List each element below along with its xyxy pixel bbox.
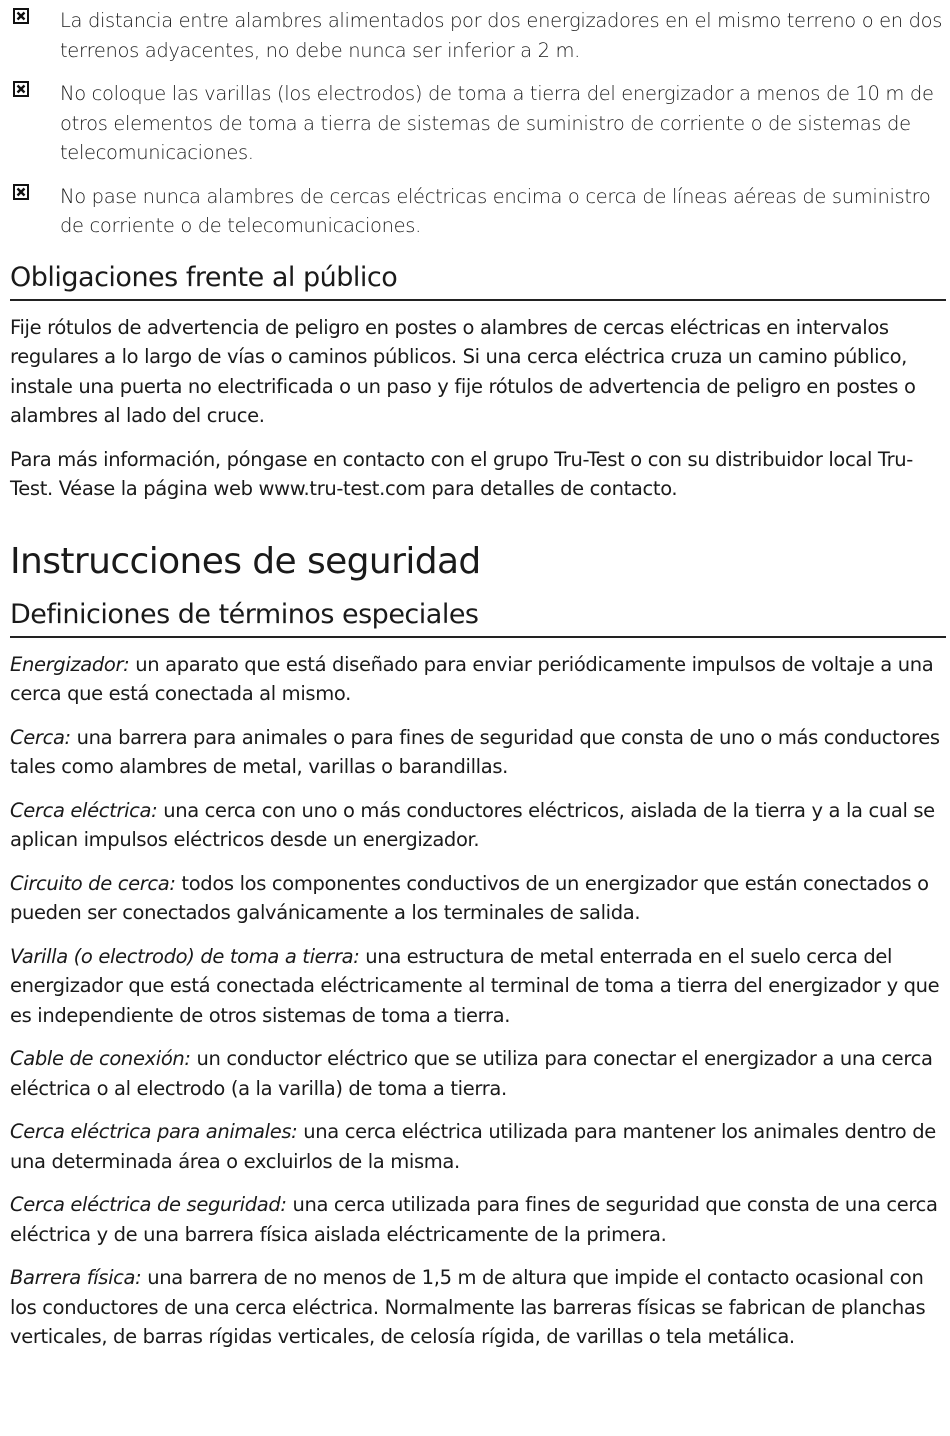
definition-item [10, 869, 946, 928]
definition-text: una barrera de no menos de 1,5 m de altura que impide el contacto ocasional con los conductores de una cerca eléctrica. Normalmente las barreras físicas se fabrican de planchas verticales, de barras rígidas verticales, de celosía rígida, de varillas o tela metálica. [10, 1266, 926, 1348]
page-title: Instrucciones de seguridad [10, 540, 481, 582]
definition-text: una cerca utilizada para fines de seguridad que consta de una cerca eléctrica y de una barrera física aislada eléctricamente de la primera. [10, 1193, 938, 1246]
definition-item [10, 1117, 946, 1176]
definition-term: Cable de conexión: [10, 1047, 191, 1070]
definition-item [10, 796, 946, 855]
definition-text: una barrera para animales o para fines de seguridad que consta de uno o más conductores tales como alambres de metal, varillas o barandillas. [10, 725, 940, 778]
definition-item [10, 650, 946, 709]
definition-item [10, 1263, 946, 1352]
definition-term: Cerca eléctrica para animales: [10, 1120, 298, 1143]
definition-item [10, 723, 946, 782]
document-page [10, 6, 946, 1366]
definition-text: una cerca con uno o más conductores eléctricos, aislada de la tierra y a la cual se aplican impulsos eléctricos desde un energizador. [10, 798, 935, 851]
checkbox-x-icon [12, 184, 30, 200]
definition-text: un aparato que está diseñado para enviar periódicamente impulsos de voltaje a una cerca que está conectada al mismo. [10, 652, 934, 705]
definition-text: un conductor eléctrico que se utiliza para conectar el energizador a una cerca eléctrica o al electrodo (a la varilla) de toma a tierra. [10, 1047, 933, 1100]
section-heading-definitions: Definiciones de términos especiales [10, 598, 946, 638]
definition-term: Barrera física: [10, 1266, 142, 1289]
definition-text: una estructura de metal enterrada en el suelo cerca del energizador que está conectada eléctricamente al terminal de toma a tierra del energizador y que es independiente de otros sistemas de toma a tierra. [10, 944, 940, 1027]
definition-term: Circuito de cerca: [10, 871, 176, 895]
bullet-item [10, 6, 946, 65]
definition-term: Cerca eléctrica de seguridad: [10, 1193, 287, 1216]
bullet-text: La distancia entre alambres alimentados por dos energizadores en el mismo terreno o en dos terrenos adyacentes, no debe nunca ser inferior a 2 m. [60, 9, 943, 62]
definition-term: Cerca: [10, 725, 71, 749]
definition-term: Energizador: [10, 652, 130, 676]
bullet-item [10, 79, 946, 168]
bullet-item [10, 182, 946, 241]
checkbox-x-icon [12, 81, 30, 97]
definition-item [10, 1044, 946, 1103]
definition-term: Varilla (o electrodo) de toma a tierra: [10, 944, 360, 968]
definition-text: todos los componentes conductivos de un energizador que están conectados o pueden ser conectados galvánicamente a los terminales de salida. [10, 871, 929, 924]
checkbox-x-icon [12, 8, 30, 24]
bullet-text: No coloque las varillas (los electrodos) de toma a tierra del energizador a menos de 10 m de otros elementos de toma a tierra de sistemas de suministro de corriente o de sistemas de telecomunicaciones. [60, 82, 934, 164]
definition-text: una cerca eléctrica utilizada para mantener los animales dentro de una determinada área o excluirlos de la misma. [10, 1120, 936, 1173]
paragraph: Fije rótulos de advertencia de peligro en postes o alambres de cercas eléctricas en intervalos regulares a lo largo de vías o caminos públicos. Si una cerca eléctrica cruza un camino público, instale una puerta no electrificada o un paso y fije rótulos de advertencia de peligro en postes o alambres al lado del cruce. [10, 315, 916, 427]
definition-item [10, 942, 946, 1031]
section-heading-public: Obligaciones frente al público [10, 261, 946, 301]
paragraph: Para más información, póngase en contacto con el grupo Tru-Test o con su distribuidor local Tru-Test. Véase la página web www.tru-test.com para detalles de contacto. [10, 447, 913, 500]
definition-term: Cerca eléctrica: [10, 798, 158, 822]
definition-item [10, 1190, 946, 1249]
bullet-text: No pase nunca alambres de cercas eléctricas encima o cerca de líneas aéreas de suministro de corriente o de telecomunicaciones. [60, 184, 931, 237]
